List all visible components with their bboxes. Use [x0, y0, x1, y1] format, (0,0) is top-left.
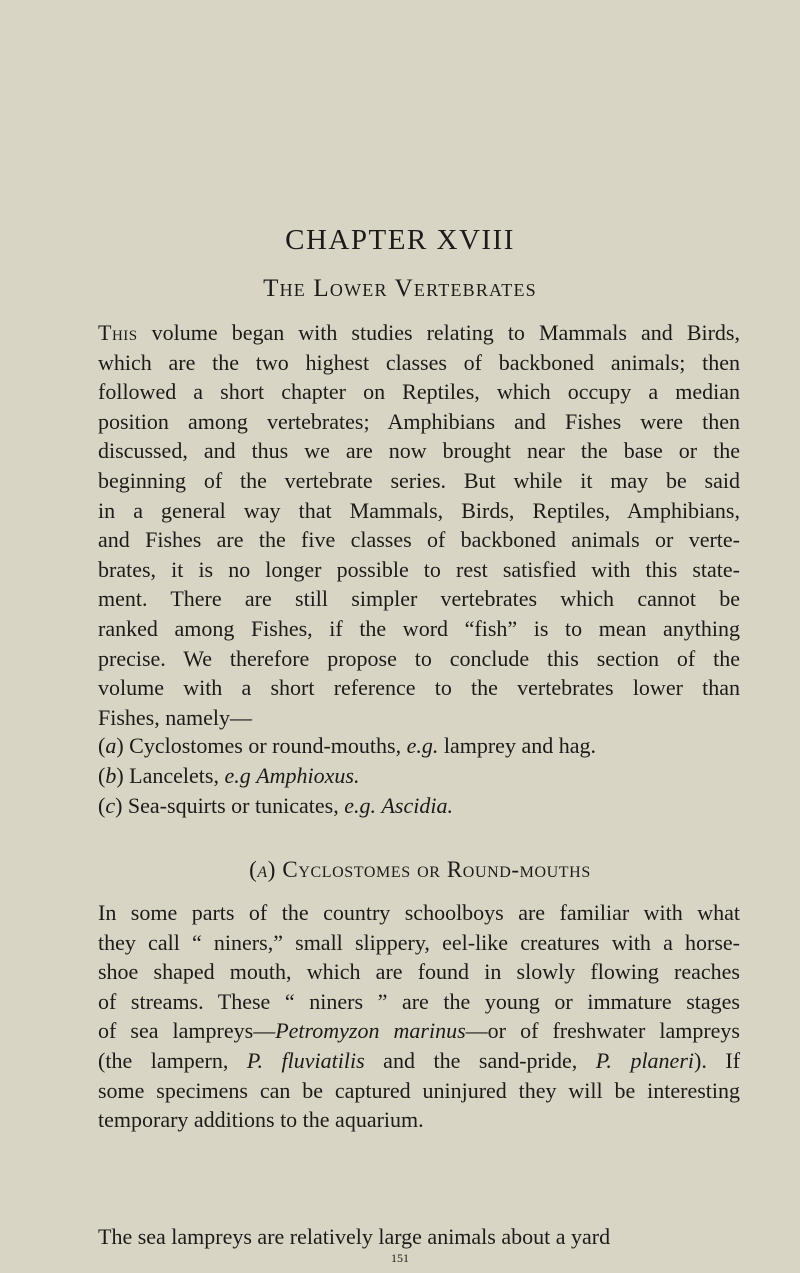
intro-line: which are the two highest classes of backboned animals; then — [98, 349, 740, 375]
list-eg: e.g. — [344, 793, 376, 818]
body-line: some specimens can be captured uninjured they will be interesting — [98, 1077, 740, 1103]
intro-line: beginning of the vertebrate series. But while it may be said — [98, 467, 740, 493]
intro-line: position among vertebrates; Amphibians and Fishes were then — [98, 408, 740, 434]
intro-paragraph — [60, 318, 740, 732]
intro-line: precise. We therefore propose to conclude this section of the — [98, 645, 740, 671]
chapter-title: The Lower Vertebrates — [263, 275, 537, 302]
body-line: they call “ niners,” small slippery, eel-like creatures with a horse- — [98, 929, 740, 955]
intro-line: and Fishes are the five classes of backboned animals or verte- — [98, 527, 740, 553]
intro-line: Fishes, namely— — [98, 704, 252, 730]
body-line: shoe shaped mouth, which are found in slowly flowing reaches — [98, 959, 740, 985]
last-line: The sea lampreys are relatively large animals about a yard — [98, 1224, 611, 1249]
intro-line: volume began with studies relating to Mammals and Birds, — [137, 320, 740, 345]
body-line: (the lampern, P. fluviatilis and the sand-pride, P. planeri). If — [98, 1047, 741, 1073]
body-paragraph — [60, 898, 740, 1135]
intro-line: discussed, and thus we are now brought near the base or the — [98, 438, 740, 464]
list-text: Lancelets, — [123, 763, 225, 788]
section-heading — [38, 855, 800, 885]
body-line: In some parts of the country schoolboys are familiar with what — [98, 900, 740, 925]
list-eg: e.g — [224, 763, 251, 788]
intro-line: ment. There are still simpler vertebrates which cannot be — [98, 586, 740, 612]
chapter-number: CHAPTER XVIII — [285, 224, 515, 256]
section-letter: a — [257, 857, 268, 882]
list-text: lamprey and hag. — [438, 733, 596, 758]
intro-line: volume with a short reference to the vertebrates lower than — [98, 675, 740, 701]
list-eg: e.g. — [406, 733, 439, 758]
list-marker: ( — [98, 733, 106, 758]
intro-line: brates, it is no longer possible to rest satisfied with this state- — [98, 556, 740, 582]
list-genus: Ascidia. — [381, 793, 453, 818]
list-marker: ) — [115, 793, 123, 818]
body-line: of sea lampreys—Petromyzon marinus—or of freshwater lampreys — [98, 1018, 740, 1044]
body-line: temporary additions to the aquarium. — [98, 1107, 424, 1133]
species-name: P. fluviatilis — [246, 1047, 365, 1073]
list-item — [98, 731, 738, 761]
list-letter: b — [105, 763, 117, 788]
list-item — [98, 761, 738, 791]
intro-line: followed a short chapter on Reptiles, which occupy a median — [98, 379, 740, 405]
page-number: 151 — [391, 1251, 409, 1265]
list-item — [98, 791, 738, 821]
species-name: Petromyzon marinus — [275, 1018, 466, 1044]
intro-lead-word: This — [98, 320, 138, 345]
intro-line: ranked among Fishes, if the word “fish” is to mean anything — [98, 615, 740, 641]
section-heading-text: Cyclostomes or Round-mouths — [276, 857, 591, 882]
section-marker: ) — [267, 857, 277, 882]
list-marker: ) — [116, 733, 124, 758]
list-letter: a — [105, 733, 117, 758]
body-line: of streams. These “ niners ” are the young or immature stages — [98, 988, 740, 1014]
list-text: Cyclostomes or round-mouths, — [123, 733, 407, 758]
species-name: P. planeri — [595, 1047, 694, 1073]
list-marker: ( — [98, 763, 106, 788]
classification-list — [98, 731, 738, 821]
section-marker: ( — [249, 857, 258, 882]
list-letter: c — [105, 793, 116, 818]
list-marker: ( — [98, 793, 106, 818]
list-genus: Amphioxus. — [256, 763, 360, 788]
list-text: Sea-squirts or tunicates, — [122, 793, 345, 818]
list-marker: ) — [116, 763, 124, 788]
intro-line: in a general way that Mammals, Birds, Reptiles, Amphibians, — [98, 497, 740, 523]
